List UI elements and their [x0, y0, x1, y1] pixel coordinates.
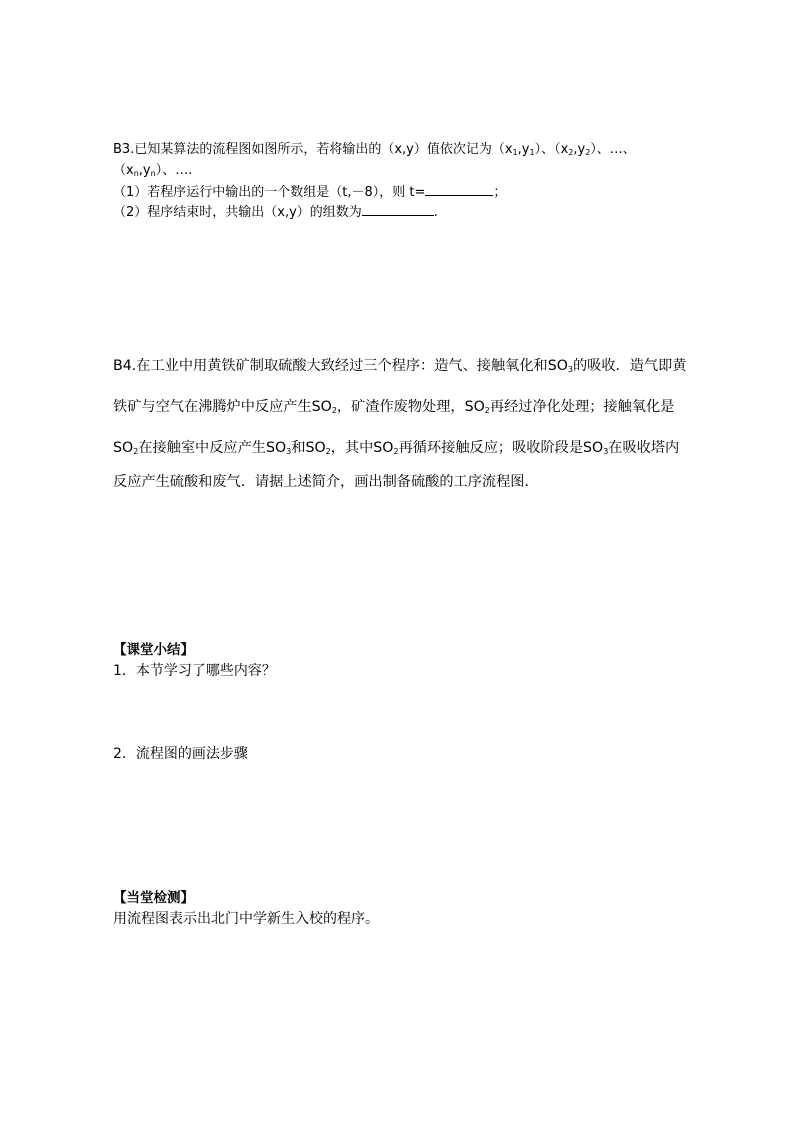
b3-question-1: （1）若程序运行中输出的一个数组是（t,－8），则 t= ；	[113, 185, 507, 200]
summary-item-2: 2．流程图的画法步骤	[113, 746, 248, 762]
b4-line2: 铁矿与空气在沸腾炉中反应产生$SO_2$，矿渣作废物处理，$SO_2$再经过净化处理；接触氧化是	[113, 399, 675, 415]
b3-question-2: （2）程序结束时，共输出（x,y）的组数为 .	[113, 205, 438, 220]
answer-blank-count[interactable]	[362, 203, 434, 216]
b4-line1: B4.在工业中用黄铁矿制取硫酸大致经过三个程序：造气、接触氧化和$SO_3$的吸收．造气即黄	[113, 358, 687, 374]
check-title: 【当堂检测】	[113, 890, 194, 906]
b4-line4: 反应产生硫酸和废气．请据上述简介，画出制备硫酸的工序流程图．	[113, 474, 539, 490]
summary-item-1: 1．本节学习了哪些内容？	[113, 663, 276, 679]
b3-line2: $(x_n,y_n)$、….	[113, 163, 193, 178]
b4-line3: $SO_2$在接触室中反应产生$SO_3$和$SO_2$，其中$SO_2$再循环接触反应；吸收阶段是$SO_3$在吸收塔内	[113, 440, 680, 456]
b3-line1: B3.已知某算法的流程图如图所示，若将输出的（x,y）值依次记为$(x_1,y_1)$、$(x_2,y_2)$、…、	[113, 142, 636, 157]
summary-title: 【课堂小结】	[113, 642, 194, 658]
check-text: 用流程图表示出北门中学新生入校的程序。	[113, 911, 379, 927]
answer-blank-t[interactable]	[425, 183, 493, 196]
